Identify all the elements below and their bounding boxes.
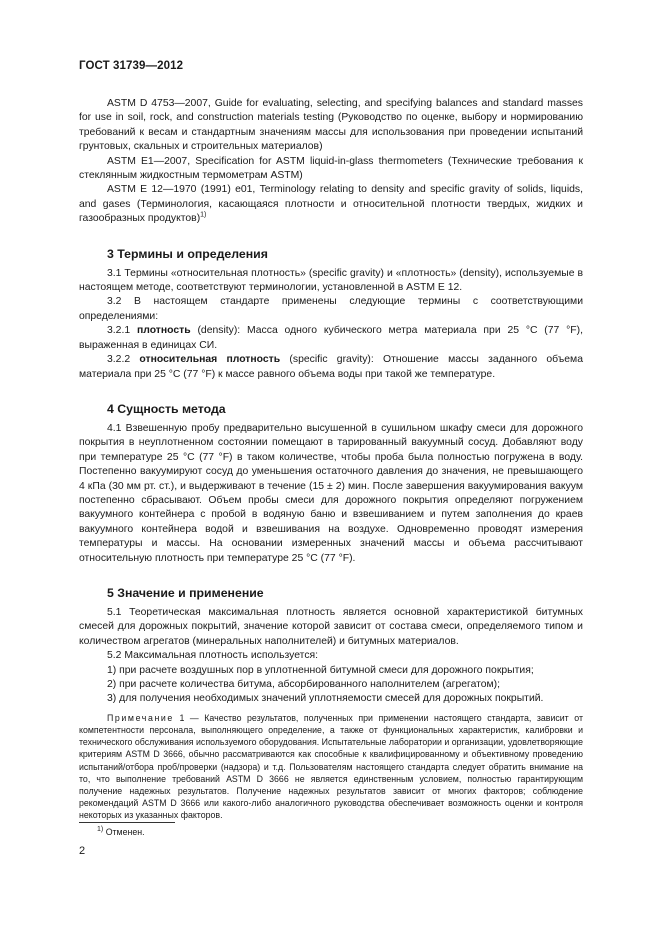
term-density-number: 3.2.1 (107, 325, 131, 337)
section-3-title: 3 Термины и определения (107, 246, 268, 261)
paragraph-3-1: 3.1 Термины «относительная плотность» (specific gravity) и «плотность» (density), используемые в настоящем методе, соответствуют терминологии, установленной в ASTM E 12. (79, 267, 583, 294)
term-specific-gravity (79, 353, 583, 382)
reference-astm-e1: ASTM E1—2007, Specification for ASTM liquid-in-glass thermometers (Технические требования к стеклянным жидкостным термометрам ASTM) (79, 155, 583, 182)
list-item-3: 3) для получения необходимых значений уплотняемости смесей для дорожных покрытий. (107, 693, 544, 705)
term-density-definition: (density): Масса одного кубического метра материала при 25 °С (77 °F), выраженная в единицах СИ. (79, 325, 583, 351)
paragraph-4-1: 4.1 Взвешенную пробу предварительно высушенной в сушильном шкафу смеси для дорожного покрытия в неуплотненном состоянии помещают в тарированный вакуумный сосуд. Добавляют воду при температуре 25 °С (77 °F) в таком количестве, чтобы проба была полностью погружена в воду. Постепенно вакуумируют сосуд до уменьшения остаточного давления до значения, не превышающего 4 кПа (30 мм рт. ст.), и выдерживают в течение (15 ± 2) мин. После завершения вакуумирования вакуум постепенно сбрасывают. Объем пробы смеси для дорожного покрытия определяют погружением вакуумного контейнера с пробой в водяную баню и взвешиванием и путем заполнения до краев вакуумного контейнера водой и взвешивания на воздухе. Одновременно проводят измерения температуры и массы. На основании измеренных значений массы и объема рассчитывают относительную плотность при температуре 25 °С (77 °F). (79, 422, 583, 564)
section-5-title: 5 Значение и применение (107, 585, 264, 600)
footnote (97, 827, 145, 837)
footnote-text: Отменен. (105, 827, 145, 837)
note-text: 1 — Качество результатов, полученных при применении настоящего стандарта, зависит от компетентности персонала, выполняющего определение, а также от функциональных характеристик, калибровки и технического обслуживания используемого оборудования. Испытательные лаборатории и организации, удовлетворяющие критериям ASTM D 3666, обычно рассматриваются как способные к квалифицированному и объективному проведению испытаний/отбора проб/проверки (надзора) и т.д. Пользователям настоящего стандарта следует обратить внимание на то, что выполнение требований ASTM D 3666 не является единственным условием, полностью гарантирующим получение надежных результатов. Получение надежных результатов зависит от многих факторов; соблюдение рекомендаций ASTM D 3666 или какого-либо аналогичного руководства обеспечивает возможность оценки и контроля некоторых из указанных факторов. (79, 712, 583, 821)
paragraph-5-1: 5.1 Теоретическая максимальная плотность является основной характеристикой битумных смесей для дорожных покрытий, значение которой зависит от состава смеси, определяемого типом и количеством агрегатов (минеральных наполнителей) и битумных материалов. (79, 606, 583, 647)
note-label: Примечание (107, 712, 174, 723)
term-density-name: плотность (136, 325, 191, 337)
page-number: 2 (79, 845, 86, 857)
footnote-marker: 1) (200, 211, 207, 219)
paragraph-3-2: 3.2 В настоящем стандарте применены следующие термины с соответствующими определениями: (79, 296, 583, 322)
page-content (79, 97, 583, 822)
reference-astm-e12 (79, 183, 583, 226)
paragraph-5-2: 5.2 Максимальная плотность используется: (107, 650, 319, 662)
list-item-2: 2) при расчете количества битума, абсорбированного наполнителем (агрегатом); (107, 679, 501, 690)
reference-astm-d4753: ASTM D 4753—2007, Guide for evaluating, selecting, and specifying balances and standard masses for use in soil, rock, and construction materials testing (Руководство по оценке, выбору и нормированию требований к весам и стандартным значениям массы для использования при проведении испытаний грунтовых, скальных и строительных материалов) (79, 98, 583, 153)
footnote-divider (79, 822, 175, 823)
term-specific-gravity-definition: (specific gravity): Отношение массы заданного объема материала при 25 °С (77 °F) к массе равного объема воды при такой же температуре. (79, 354, 583, 380)
list-item-1: 1) при расчете воздушных пор в уплотненной битумной смеси для дорожного покрытия; (107, 664, 534, 676)
term-density (79, 324, 583, 353)
term-specific-gravity-number: 3.2.2 (107, 354, 131, 366)
note-1 (79, 712, 583, 822)
document-header: ГОСТ 31739—2012 (79, 60, 184, 72)
footnote-mark: 1) (97, 826, 104, 834)
reference-astm-e12-text: ASTM E 12—1970 (1991) е01, Terminology relating to density and specific gravity of solids, liquids, and gases (Терминология, касающаяся плотности и относительной плотности твердых, жидких и газообразных продуктов) (79, 184, 583, 225)
term-specific-gravity-name: относительная плотность (139, 354, 281, 366)
section-4-title: 4 Сущность метода (107, 401, 226, 416)
